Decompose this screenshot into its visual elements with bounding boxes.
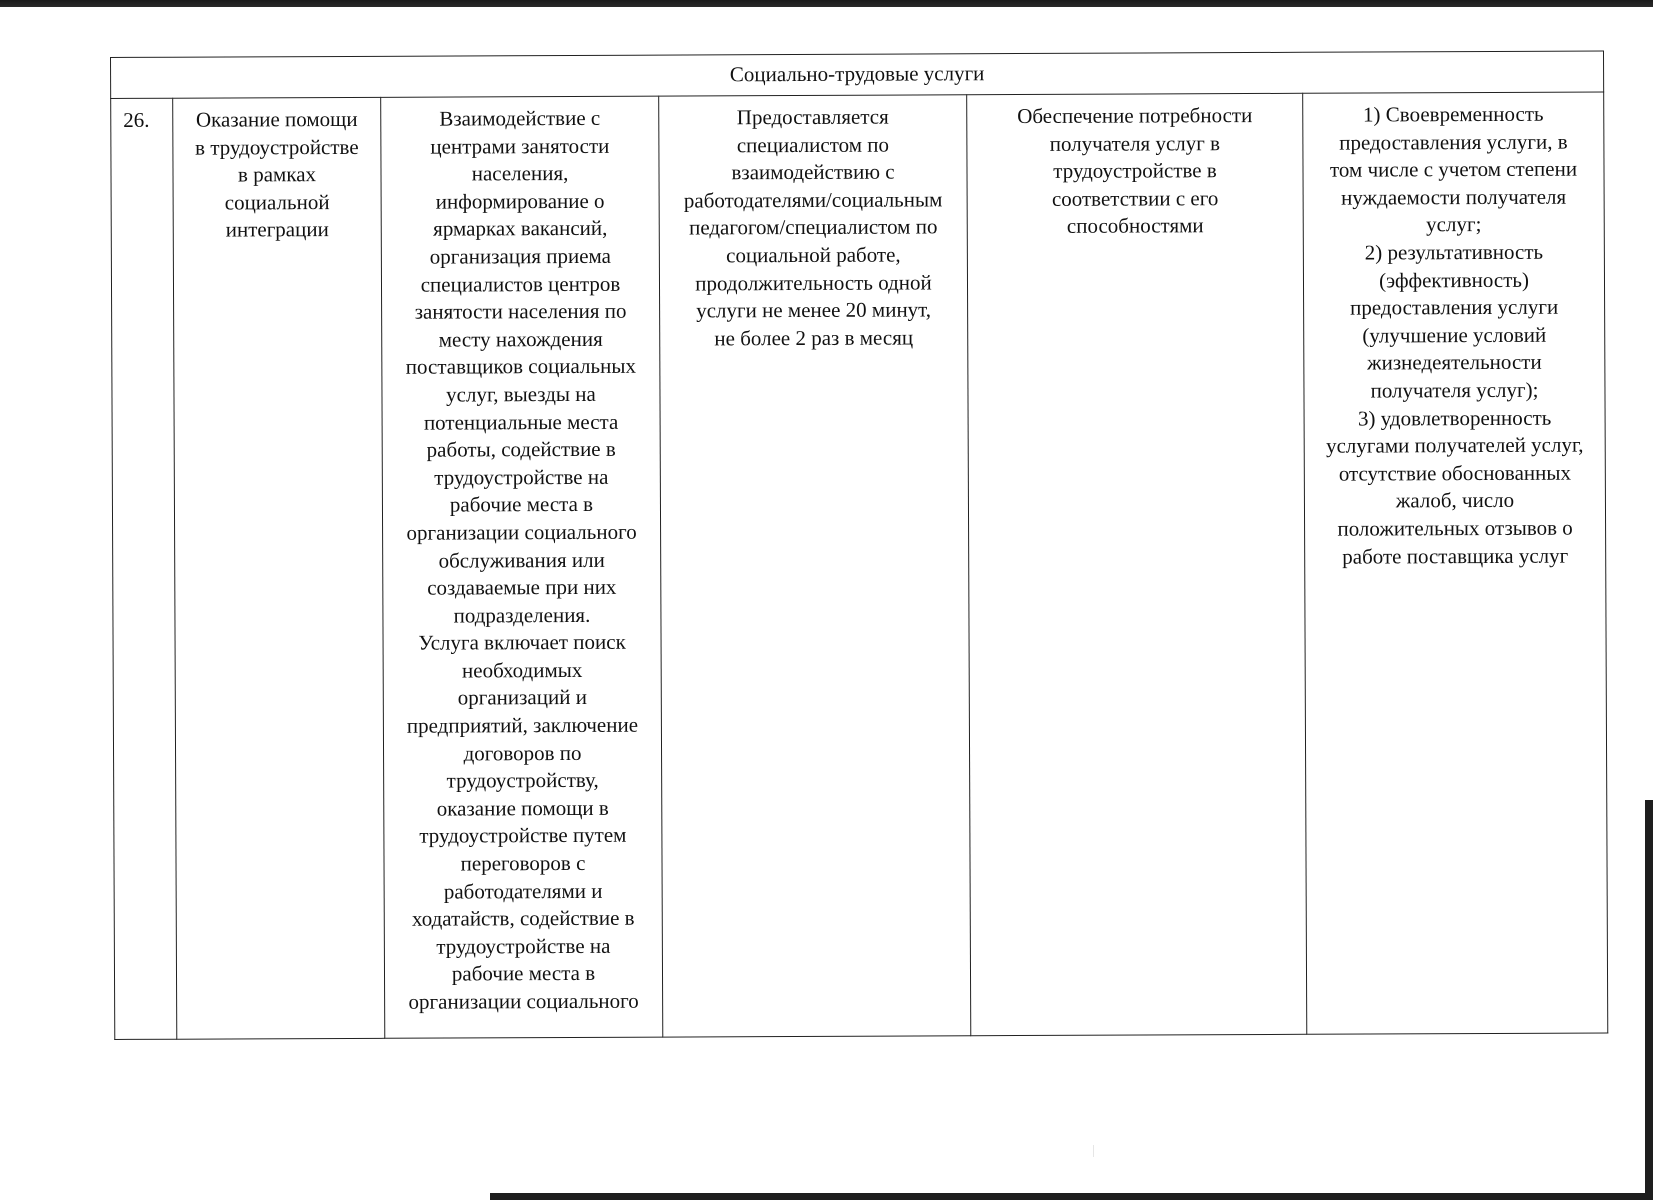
- table-row: [111, 92, 1608, 1040]
- quality-indicators-cell: 1) Своевременность предоставления услуги, в том числе с учетом степени нуждаемости получателя услуг; 2) результативность (эффективность) предоставления услуги (улучшение условий жизнедеятельности получателя услуг); 3) удовлетворенность услугами получателей услуг, отсутствие обоснованных жалоб, число положительных отзывов о работе поставщика услуг: [1303, 92, 1608, 1034]
- section-title: Социально-трудовые услуги: [111, 51, 1604, 99]
- services-table: [110, 50, 1608, 1040]
- scan-edge-right: [1645, 800, 1653, 1200]
- scan-edge-top: [0, 0, 1653, 7]
- section-header-row: [111, 51, 1604, 99]
- service-outcome-cell: Обеспечение потребности получателя услуг в трудоустройстве в соответствии с его способностями: [967, 93, 1307, 1035]
- service-name-cell: Оказание помощи в трудоустройстве в рамках социальной интеграции: [173, 97, 385, 1039]
- scan-artifact: [1093, 1145, 1094, 1157]
- row-number: 26.: [111, 98, 177, 1039]
- scan-edge-bottom: [490, 1193, 1653, 1200]
- service-content-cell: Взаимодействие с центрами занятости населения, информирование о ярмарках вакансий, организация приема специалистов центров занятости населения по месту нахождения поставщиков социальных услуг, выезды на потенциальные места работы, содействие в трудоустройстве на рабочие места в организации социального обслуживания или создаваемые при них подразделения. Услуга включает поиск необходимых организаций и предприятий, заключение договоров по трудоустройству, оказание помощи в трудоустройстве путем переговоров с работодателями и ходатайств, содействие в трудоустройстве на рабочие места в организации социального: [381, 96, 663, 1038]
- service-provision-cell: Предоставляется специалистом по взаимодействию с работодателями/социальным педагогом/специалистом по социальной работе, продолжительность одной услуги не менее 20 минут, не более 2 раз в месяц: [659, 95, 971, 1037]
